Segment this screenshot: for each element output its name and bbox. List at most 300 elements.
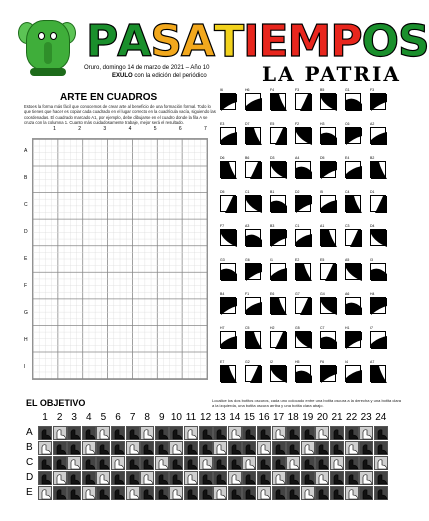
boot-cell[interactable] [140, 471, 154, 485]
boot-cell[interactable] [272, 471, 286, 485]
boot-cell[interactable] [140, 441, 154, 455]
tile-label: F3 [370, 88, 375, 92]
boot-cell[interactable] [345, 471, 359, 485]
boot-cell[interactable] [213, 441, 227, 455]
boot-cell[interactable] [140, 486, 154, 500]
boot-icon [84, 458, 96, 470]
boot-icon [317, 443, 329, 455]
boot-cell[interactable] [330, 456, 344, 470]
boot-cell[interactable] [169, 456, 183, 470]
boot-cell[interactable] [213, 456, 227, 470]
objetivo-row-letter: C [26, 457, 34, 468]
boot-icon [84, 488, 96, 500]
boot-icon [303, 473, 315, 485]
boot-cell[interactable] [330, 486, 344, 500]
boot-cell[interactable] [111, 486, 125, 500]
boot-icon [40, 428, 52, 440]
boot-cell[interactable] [53, 426, 67, 440]
tile-label: A6 [345, 292, 350, 296]
boot-icon [55, 473, 67, 485]
tile-piece [270, 297, 286, 314]
boot-icon [244, 488, 256, 500]
boot-cell[interactable] [257, 486, 271, 500]
boot-icon [274, 458, 286, 470]
boot-cell[interactable] [315, 441, 329, 455]
tile-piece [295, 297, 311, 314]
boot-cell[interactable] [301, 441, 315, 455]
tile-piece [270, 93, 286, 110]
boot-icon [332, 443, 344, 455]
tile-label: C1 [245, 190, 250, 194]
boot-cell[interactable] [345, 441, 359, 455]
objetivo-row-letter: D [26, 472, 34, 483]
tile-label: H6 [245, 88, 250, 92]
boot-icon [259, 473, 271, 485]
boot-cell[interactable] [359, 441, 373, 455]
boot-cell[interactable] [38, 441, 52, 455]
boot-icon [332, 488, 344, 500]
grid-column-number: 5 [153, 126, 157, 132]
tile-label: D5 [220, 190, 225, 194]
grid-row-letter: F [24, 282, 28, 289]
boot-cell[interactable] [345, 426, 359, 440]
boot-cell[interactable] [330, 426, 344, 440]
tile-pieces [220, 88, 396, 394]
boot-icon [186, 473, 198, 485]
exulo-line [112, 73, 207, 80]
boot-icon [230, 458, 242, 470]
tile-piece [295, 161, 311, 178]
tile-label: A3 [245, 224, 250, 228]
tile-label: F4 [270, 88, 275, 92]
boot-cell[interactable] [169, 441, 183, 455]
boot-icon [171, 458, 183, 470]
tile-label: D5 [320, 156, 325, 160]
tile-label: E6 [270, 292, 275, 296]
grid-column-number: 6 [178, 126, 182, 132]
boot-icon [361, 488, 373, 500]
boot-cell[interactable] [359, 471, 373, 485]
boot-cell[interactable] [184, 441, 198, 455]
boot-icon [317, 488, 329, 500]
objetivo-column-number: 8 [144, 412, 150, 423]
tile-piece [270, 161, 286, 178]
tile-label: F6 [320, 360, 325, 364]
tile-label: C4 [345, 190, 350, 194]
boot-cell[interactable] [242, 456, 256, 470]
boot-cell[interactable] [169, 471, 183, 485]
tile-label: I5 [320, 190, 323, 194]
boot-cell[interactable] [96, 456, 110, 470]
boot-cell[interactable] [111, 471, 125, 485]
tile-piece [320, 229, 336, 246]
boot-icon [157, 428, 169, 440]
boot-cell[interactable] [126, 456, 140, 470]
empty-drawing-grid[interactable] [32, 138, 208, 380]
boot-cell[interactable] [272, 441, 286, 455]
boot-icon [274, 428, 286, 440]
boot-icon [274, 473, 286, 485]
tile-piece [320, 297, 336, 314]
boot-cell[interactable] [359, 486, 373, 500]
boot-icon [347, 458, 359, 470]
logo-letter: I [243, 16, 259, 67]
tile-piece [345, 127, 361, 144]
boot-cell[interactable] [126, 426, 140, 440]
tile-label: H5 [295, 360, 300, 364]
tile-label: I1 [270, 258, 273, 262]
boot-cell[interactable] [82, 441, 96, 455]
tile-label: H1 [345, 326, 350, 330]
boot-icon [69, 488, 81, 500]
tile-label: F7 [220, 224, 225, 228]
boot-cell[interactable] [228, 441, 242, 455]
boot-cell[interactable] [242, 441, 256, 455]
boot-cell[interactable] [257, 456, 271, 470]
boot-cell[interactable] [286, 486, 300, 500]
boot-cell[interactable] [67, 426, 81, 440]
boot-cell[interactable] [53, 441, 67, 455]
tile-label: F3 [295, 88, 300, 92]
boot-cell[interactable] [184, 471, 198, 485]
boot-cell[interactable] [228, 486, 242, 500]
boot-cell[interactable] [169, 486, 183, 500]
logo-letter: M [287, 16, 331, 67]
boot-cell[interactable] [242, 471, 256, 485]
boot-icon [142, 443, 154, 455]
boot-cell[interactable] [286, 441, 300, 455]
boot-cell[interactable] [272, 486, 286, 500]
boot-icon [157, 443, 169, 455]
boot-cell[interactable] [111, 441, 125, 455]
objetivo-column-number: 11 [185, 412, 197, 423]
boot-cell[interactable] [286, 471, 300, 485]
boot-cell[interactable] [96, 471, 110, 485]
objetivo-column-number: 16 [258, 412, 270, 423]
boot-icon [215, 473, 227, 485]
objetivo-column-number: 14 [229, 412, 241, 423]
boot-icon [55, 488, 67, 500]
boot-cell[interactable] [184, 426, 198, 440]
boot-cell[interactable] [82, 471, 96, 485]
boot-icon [157, 473, 169, 485]
boot-icon [157, 458, 169, 470]
tile-label: D6 [220, 156, 225, 160]
boot-cell[interactable] [126, 471, 140, 485]
boot-cell[interactable] [199, 426, 213, 440]
grid-row-letter: D [24, 229, 28, 236]
boot-icon [171, 488, 183, 500]
tile-piece [270, 229, 286, 246]
boot-cell[interactable] [242, 486, 256, 500]
boot-icon [332, 428, 344, 440]
boot-cell[interactable] [82, 426, 96, 440]
boot-cell[interactable] [213, 471, 227, 485]
boot-cell[interactable] [374, 471, 388, 485]
boot-icon [274, 488, 286, 500]
boot-icon [186, 488, 198, 500]
boot-icon [128, 458, 140, 470]
boot-cell[interactable] [315, 471, 329, 485]
tile-piece [345, 263, 361, 280]
newspaper-name: LA PATRIA [262, 62, 401, 86]
objetivo-column-number: 6 [115, 412, 121, 423]
tile-piece [370, 93, 386, 110]
objetivo-column-number: 18 [287, 412, 299, 423]
boot-cell[interactable] [140, 426, 154, 440]
boot-icon [230, 488, 242, 500]
objetivo-description: Localice los dos botitos oscuros, cada uno colocado entre una botita oscura a la derecha y una botita clara a la izquierda, una botita oscura arriba y una botita clara abajo. [212, 398, 402, 408]
objetivo-column-number: 5 [100, 412, 107, 423]
boot-icon [230, 473, 242, 485]
tile-piece [345, 161, 361, 178]
tile-piece [220, 365, 236, 382]
boot-cell[interactable] [82, 486, 96, 500]
tile-label: F2 [295, 122, 300, 126]
tile-piece [320, 93, 336, 110]
boot-cell[interactable] [38, 426, 52, 440]
boot-cell[interactable] [301, 426, 315, 440]
tile-piece [220, 93, 236, 110]
boot-icon [113, 488, 125, 500]
boot-icon [69, 428, 81, 440]
boot-cell[interactable] [155, 486, 169, 500]
boot-cell[interactable] [53, 486, 67, 500]
tile-label: C7 [320, 326, 325, 330]
boot-icon [128, 473, 140, 485]
boot-cell[interactable] [82, 456, 96, 470]
tile-piece [270, 127, 286, 144]
boot-cell[interactable] [330, 471, 344, 485]
boot-cell[interactable] [53, 456, 67, 470]
boot-cell[interactable] [155, 471, 169, 485]
boot-icon [128, 488, 140, 500]
boot-icon [113, 458, 125, 470]
boot-cell[interactable] [315, 456, 329, 470]
boot-cell[interactable] [96, 441, 110, 455]
boot-icon [201, 428, 213, 440]
boot-icon [361, 428, 373, 440]
boot-cell[interactable] [301, 471, 315, 485]
tile-label: I6 [220, 88, 223, 92]
tile-piece [220, 127, 236, 144]
boot-icon [201, 488, 213, 500]
tile-label: A2 [370, 122, 375, 126]
boot-icon [201, 443, 213, 455]
boot-cell[interactable] [330, 441, 344, 455]
boot-cell[interactable] [315, 426, 329, 440]
logo-letter: T [214, 16, 244, 67]
boot-cell[interactable] [359, 426, 373, 440]
boot-icon [376, 443, 388, 455]
tile-piece [245, 331, 261, 348]
arte-description: Estoes la forma más fácil que conocemos de crear arte al beneficio de una formación formal. Todo lo que tienes que hacer es copiar cada cuadrado en el lugar correcto en la cuadrícula vacía, siguiendo las coordenadas. El cuadrado marcado A1, por ejemplo, debe dibujarse en el cuadro donde la fila A se cruza con la columna 1. Cuanto más cuidadosamente trabaje, mejor será el resultado. [24, 104, 216, 126]
boot-cell[interactable] [374, 426, 388, 440]
boot-icon [376, 473, 388, 485]
boot-cell[interactable] [67, 486, 81, 500]
tile-piece [295, 229, 311, 246]
tile-label: G7 [295, 292, 300, 296]
boot-cell[interactable] [155, 426, 169, 440]
boot-cell[interactable] [126, 486, 140, 500]
tile-label: G4 [320, 292, 325, 296]
tile-piece [320, 365, 336, 382]
boot-cell[interactable] [301, 456, 315, 470]
boot-cell[interactable] [169, 426, 183, 440]
boot-cell[interactable] [374, 456, 388, 470]
boot-icon [84, 428, 96, 440]
tile-label: B6 [245, 156, 250, 160]
boot-cell[interactable] [301, 486, 315, 500]
boot-icon [230, 428, 242, 440]
boot-icon [69, 458, 81, 470]
header [0, 0, 429, 86]
boot-cell[interactable] [359, 456, 373, 470]
boot-icon [186, 428, 198, 440]
grid-column-number: 7 [204, 126, 207, 132]
tile-label: D2 [295, 190, 300, 194]
grid-column-number: 4 [128, 126, 132, 132]
boot-cell[interactable] [228, 426, 242, 440]
tile-piece [220, 263, 236, 280]
boot-cell[interactable] [184, 456, 198, 470]
boot-icon [274, 443, 286, 455]
boot-cell[interactable] [96, 486, 110, 500]
objetivo-column-number: 12 [200, 412, 212, 423]
tile-piece [370, 229, 386, 246]
tile-piece [295, 331, 311, 348]
tile-piece [320, 161, 336, 178]
tile-piece [295, 365, 311, 382]
boot-icon [142, 428, 154, 440]
boot-icon [69, 443, 81, 455]
tile-label: C6 [345, 122, 350, 126]
grid-column-number: 3 [103, 126, 107, 132]
boot-icon [201, 458, 213, 470]
tile-label: E5 [270, 122, 275, 126]
boot-cell[interactable] [199, 456, 213, 470]
boot-icon [347, 488, 359, 500]
boot-icon [288, 458, 300, 470]
objetivo-row-letter: A [26, 427, 33, 438]
tile-piece [370, 297, 386, 314]
tile-piece [245, 93, 261, 110]
boot-cell[interactable] [155, 456, 169, 470]
tile-piece [370, 365, 386, 382]
boot-cell[interactable] [111, 456, 125, 470]
boot-cell[interactable] [345, 486, 359, 500]
tile-piece [345, 93, 361, 110]
boot-cell[interactable] [374, 441, 388, 455]
boot-cell[interactable] [199, 486, 213, 500]
boot-icon [361, 473, 373, 485]
boot-cell[interactable] [286, 456, 300, 470]
objetivo-row-letter: E [26, 487, 33, 498]
tile-label: B5 [320, 88, 325, 92]
tile-piece [370, 195, 386, 212]
boot-icon [259, 428, 271, 440]
boot-icon [113, 443, 125, 455]
boot-cell[interactable] [67, 456, 81, 470]
boot-cell[interactable] [53, 471, 67, 485]
boot-cell[interactable] [199, 471, 213, 485]
boot-icon [288, 443, 300, 455]
boot-icon [40, 458, 52, 470]
boot-cell[interactable] [272, 456, 286, 470]
boot-icon [361, 443, 373, 455]
boot-cell[interactable] [228, 456, 242, 470]
boot-cell[interactable] [126, 441, 140, 455]
boot-icon [98, 458, 110, 470]
boot-cell[interactable] [272, 426, 286, 440]
boot-icon [376, 488, 388, 500]
boot-icon [128, 443, 140, 455]
boot-cell[interactable] [257, 426, 271, 440]
boot-icon [317, 458, 329, 470]
boot-cell[interactable] [213, 426, 227, 440]
boot-icon [347, 443, 359, 455]
boot-cell[interactable] [38, 456, 52, 470]
boot-cell[interactable] [286, 426, 300, 440]
tile-piece [245, 127, 261, 144]
boot-cell[interactable] [257, 441, 271, 455]
boot-cell[interactable] [374, 486, 388, 500]
objetivo-column-number: 23 [360, 412, 372, 423]
boot-icon [215, 488, 227, 500]
boot-cell[interactable] [38, 471, 52, 485]
boot-cell[interactable] [213, 486, 227, 500]
boot-icon [361, 458, 373, 470]
objetivo-column-number: 13 [214, 412, 226, 423]
boot-icon [201, 473, 213, 485]
boot-cell[interactable] [140, 456, 154, 470]
boot-icon [128, 428, 140, 440]
boot-cell[interactable] [242, 426, 256, 440]
tile-piece [345, 195, 361, 212]
grid-row-letter: H [24, 336, 28, 343]
boot-cell[interactable] [184, 486, 198, 500]
boot-cell[interactable] [67, 441, 81, 455]
boot-cell[interactable] [155, 441, 169, 455]
boot-cell[interactable] [38, 486, 52, 500]
tile-label: D1 [370, 190, 375, 194]
logo-letter: S [150, 16, 182, 67]
objetivo-grid [26, 412, 396, 508]
boot-cell[interactable] [257, 471, 271, 485]
boot-icon [40, 473, 52, 485]
boot-cell[interactable] [228, 471, 242, 485]
tile-label: I2 [270, 360, 273, 364]
objetivo-row-letter: B [26, 442, 33, 453]
boot-cell[interactable] [345, 456, 359, 470]
tile-piece [220, 229, 236, 246]
boot-cell[interactable] [96, 426, 110, 440]
logo-letter: P [330, 16, 362, 67]
exulo-bold: EXULO [112, 73, 133, 79]
boot-icon [317, 428, 329, 440]
arte-title: ARTE EN CUADROS [60, 92, 158, 103]
boot-cell[interactable] [111, 426, 125, 440]
boot-cell[interactable] [67, 471, 81, 485]
boot-icon [244, 443, 256, 455]
boot-icon [259, 443, 271, 455]
boot-cell[interactable] [315, 486, 329, 500]
objetivo-column-number: 7 [129, 412, 136, 423]
elephant-mascot-icon [18, 8, 76, 78]
boot-cell[interactable] [199, 441, 213, 455]
tile-label: A4 [295, 156, 300, 160]
tile-label: G3 [220, 258, 225, 262]
